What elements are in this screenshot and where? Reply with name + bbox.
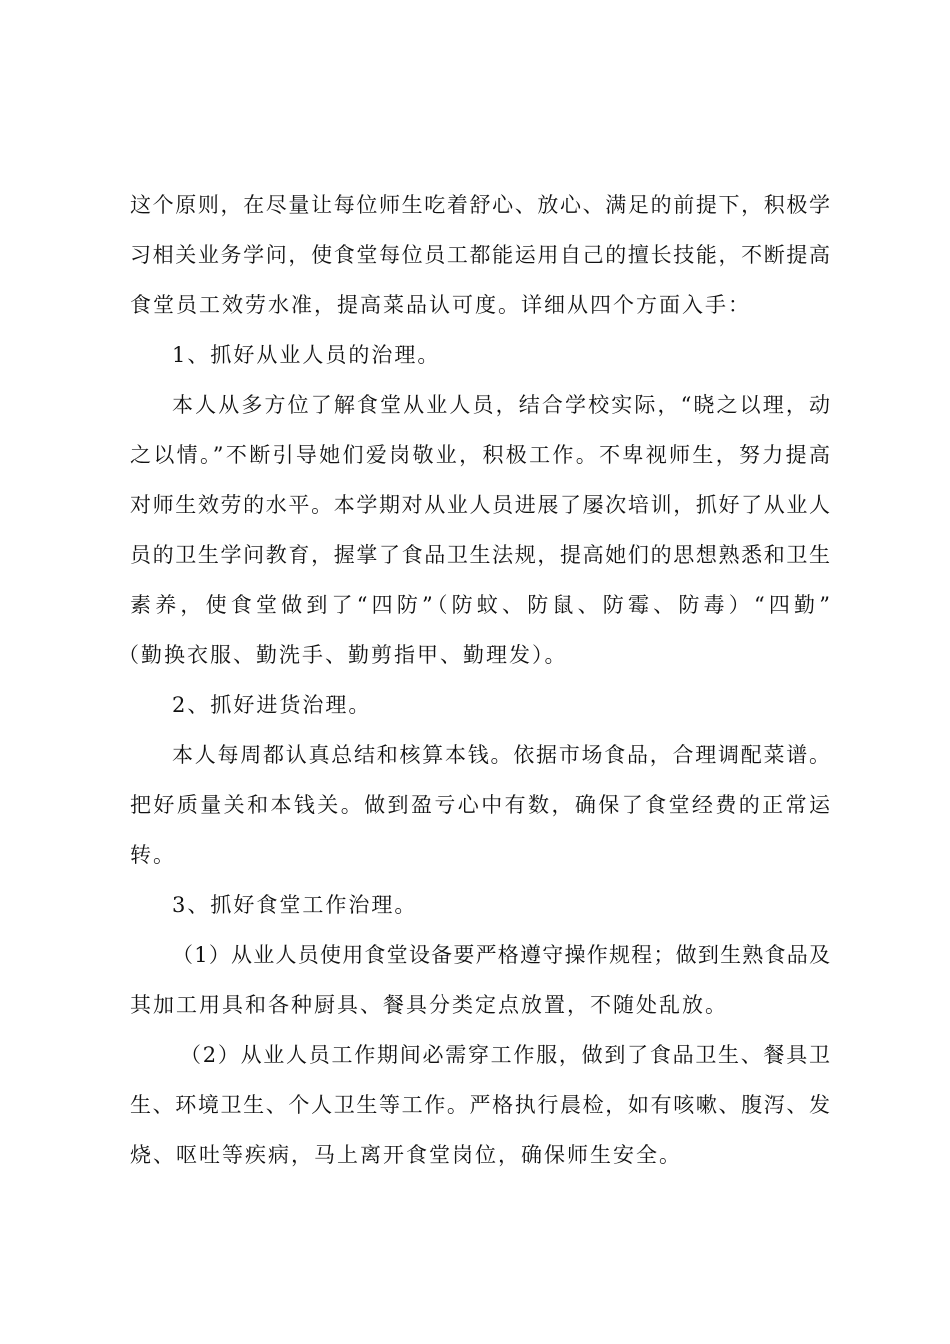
text-line: 素养，使食堂做到了“四防”（防蚊、防鼠、防霉、防毒）“四勤” <box>130 593 830 617</box>
text-line: （勤换衣服、勤洗手、勤剪指甲、勤理发）。 <box>118 643 568 667</box>
text-line: 转。 <box>130 843 176 867</box>
text-line: 对师生效劳的水平。本学期对从业人员进展了屡次培训，抓好了从业人 <box>130 493 830 517</box>
section-heading: 2、抓好进货治理。 <box>172 693 372 717</box>
text-line: （1）从业人员使用食堂设备要严格遵守操作规程；做到生熟食品及 <box>172 943 830 967</box>
text-line: 把好质量关和本钱关。做到盈亏心中有数，确保了食堂经费的正常运 <box>130 793 830 817</box>
text-line: 这个原则，在尽量让每位师生吃着舒心、放心、满足的前提下，积极学 <box>130 193 830 217</box>
text-line: 食堂员工效劳水准，提高菜品认可度。详细从四个方面入手： <box>130 293 751 317</box>
text-line: 生、环境卫生、个人卫生等工作。严格执行晨检，如有咳嗽、腹泻、发 <box>130 1093 830 1117</box>
text-line: （2）从业人员工作期间必需穿工作服，做到了食品卫生、餐具卫 <box>180 1043 830 1067</box>
text-line: 习相关业务学问，使食堂每位员工都能运用自己的擅长技能，不断提高 <box>130 243 830 267</box>
text-line: 之以情。”不断引导她们爱岗敬业，积极工作。不卑视师生，努力提高 <box>130 443 830 467</box>
text-line: 烧、呕吐等疾病，马上离开食堂岗位，确保师生安全。 <box>130 1143 682 1167</box>
text-line: 员的卫生学问教育，握掌了食品卫生法规，提高她们的思想熟悉和卫生 <box>130 543 830 567</box>
text-line: 本人从多方位了解食堂从业人员，结合学校实际，“晓之以理，动 <box>172 393 830 417</box>
section-heading: 1、抓好从业人员的治理。 <box>172 343 441 367</box>
text-line: 本人每周都认真总结和核算本钱。依据市场食品，合理调配菜谱。 <box>172 743 830 767</box>
text-line: 其加工用具和各种厨具、餐具分类定点放置，不随处乱放。 <box>130 993 728 1017</box>
section-heading: 3、抓好食堂工作治理。 <box>172 893 418 917</box>
